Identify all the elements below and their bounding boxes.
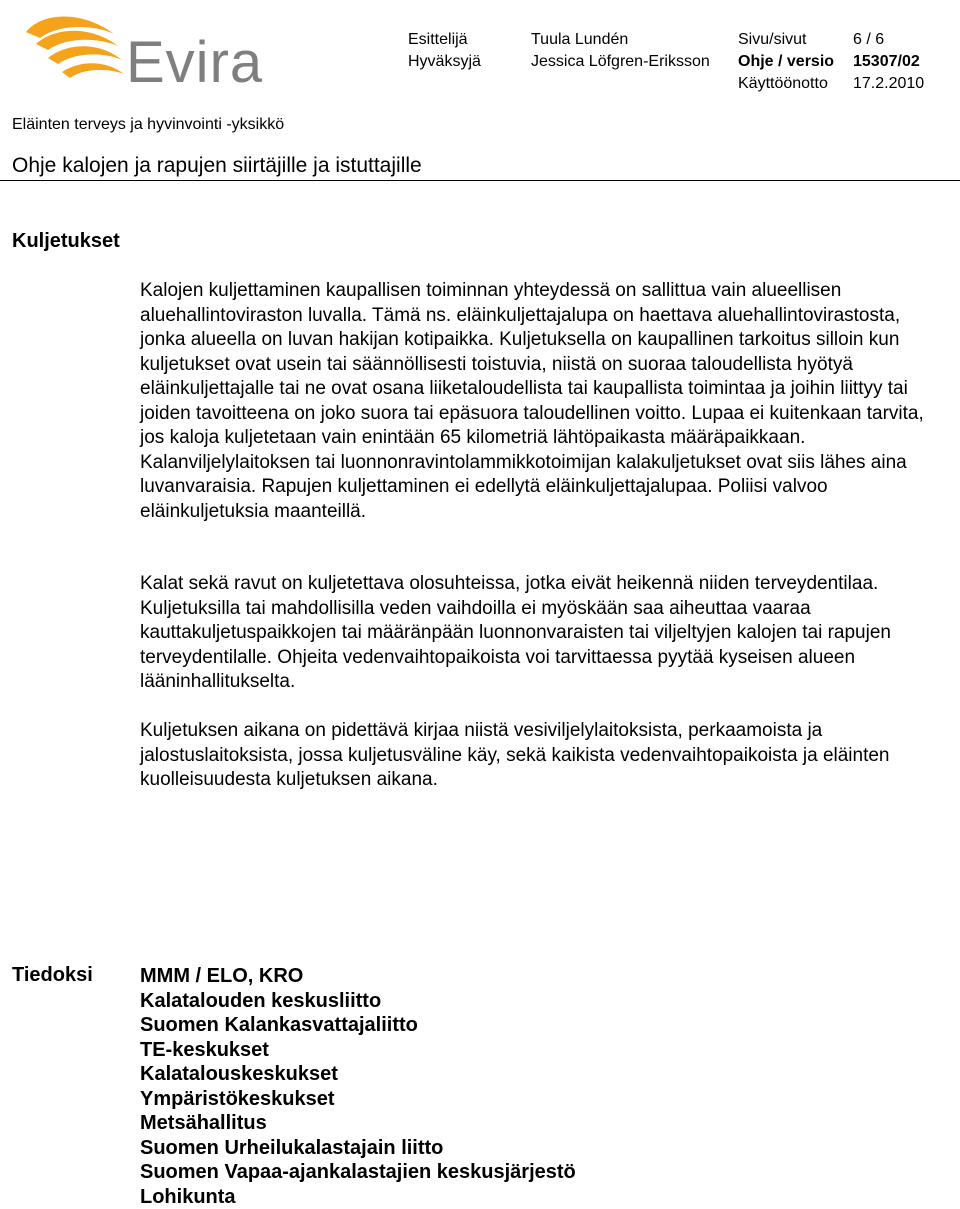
list-item: Suomen Vapaa-ajankalastajien keskusjärjestö: [140, 1160, 576, 1185]
header-field-pages: Sivu/sivut: [738, 30, 806, 50]
evira-logo: [22, 12, 282, 92]
paragraph: Kuljetuksen aikana on pidettävä kirjaa niistä vesiviljelylaitoksista, perkaamoista ja jalostuslaitoksista, jossa kuljetusväline käy, sekä kaikista vedenvaihtopaikoista ja eläinten kuolleisuudesta kuljetuksen aikana.: [140, 719, 940, 793]
header-effective-value: 17.2.2010: [853, 74, 924, 94]
header-presenter-name: Tuula Lundén: [531, 30, 628, 50]
paragraph: Kalat sekä ravut on kuljetettava olosuhteissa, jotka eivät heikennä niiden terveydentilaa. Kuljetuksilla tai mahdollisilla veden vaihdoilla ei myöskään saa aiheuttaa vaaraa kauttakuljetuspaikkojen tai määränpään luonnonvaraisten tai viljeltyjen kalojen tai rapujen terveydentilalle. Ohjeita vedenvaihtopaikoista voi tarvittaessa pyytää kyseisen alueen lääninhallitukselta.: [140, 572, 940, 695]
header-field-effective: Käyttöönotto: [738, 74, 828, 94]
list-item: Suomen Urheilukalastajain liitto: [140, 1136, 576, 1161]
header-pages-value: 6 / 6: [853, 30, 884, 50]
unit-name: Eläinten terveys ja hyvinvointi -yksikkö: [12, 116, 284, 134]
header-label-approver: Hyväksyjä: [408, 52, 481, 72]
header-label-presenter: Esittelijä: [408, 30, 468, 50]
section-title: Kuljetukset: [12, 230, 120, 253]
header-field-version: Ohje / versio: [738, 52, 834, 72]
header-approver-name: Jessica Löfgren-Eriksson: [531, 52, 710, 72]
list-item: Suomen Kalankasvattajaliitto: [140, 1013, 576, 1038]
list-item: Kalatalouden keskusliitto: [140, 989, 576, 1014]
list-item: MMM / ELO, KRO: [140, 964, 576, 989]
header-divider: [0, 180, 960, 181]
list-item: Metsähallitus: [140, 1111, 576, 1136]
document-title: Ohje kalojen ja rapujen siirtäjille ja istuttajille: [12, 154, 422, 178]
list-item: TE-keskukset: [140, 1038, 576, 1063]
list-item: Kalatalouskeskukset: [140, 1062, 576, 1087]
distribution-list: [140, 964, 576, 1209]
paragraph: Kalojen kuljettaminen kaupallisen toiminnan yhteydessä on sallittua vain alueellisen aluehallintoviraston luvalla. Tämä ns. eläinkuljettajalupa on haettava aluehallintovirastosta, jonka alueella on luvan hakijan kotipaikka. Kuljetuksella on kaupallinen tarkoitus silloin kun kuljetukset ovat usein tai säännöllisesti toistuvia, niistä on suoraa taloudellista hyötyä eläinkuljettajalle tai ne ovat osana liiketaloudellista tai kaupallista toimintaa ja joihin liittyy tai joiden tavoitteena on joko suora tai epäsuora taloudellinen voitto. Lupaa ei kuitenkaan tarvita, jos kaloja kuljetetaan vain enintään 65 kilometriä lähtöpaikasta määräpaikkaan. Kalanviljelylaitoksen tai luonnonravintolammikkotoimijan kalakuljetukset ovat siis lähes aina luvanvaraisia. Rapujen kuljettaminen ei edellytä eläinkuljettajalupaa. Poliisi valvoo eläinkuljetuksia maanteillä.: [140, 279, 940, 524]
header-version-value: 15307/02: [853, 52, 920, 72]
wheat-symbol-icon: [26, 17, 124, 79]
list-item: Ympäristökeskukset: [140, 1087, 576, 1112]
logo-wordmark: Evira: [126, 30, 263, 92]
list-item: Lohikunta: [140, 1185, 576, 1209]
distribution-label: Tiedoksi: [12, 964, 93, 987]
